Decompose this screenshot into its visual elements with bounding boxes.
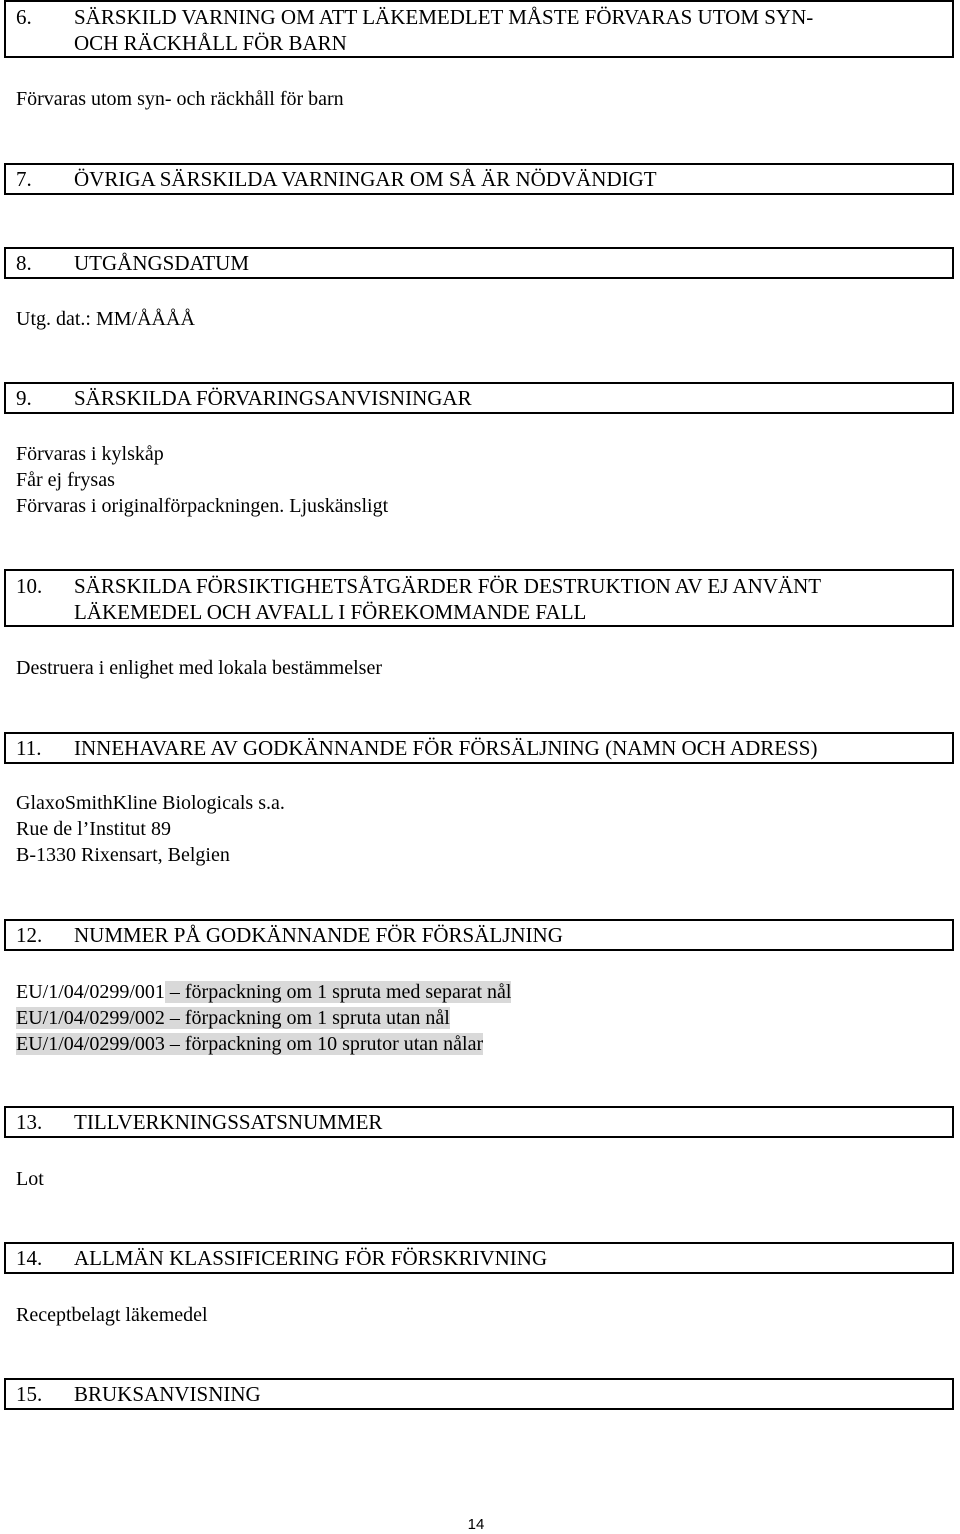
section-9-body — [16, 441, 388, 519]
section-12-title: NUMMER PÅ GODKÄNNANDE FÖR FÖRSÄLJNING — [74, 923, 563, 947]
section-9-number: 9. — [16, 386, 32, 410]
storage-line-3: Förvaras i originalförpackningen. Ljuskänsligt — [16, 495, 389, 517]
lot-line: Lot — [16, 1168, 44, 1190]
section-11-body — [16, 790, 285, 868]
holder-city: B-1330 Rixensart, Belgien — [16, 844, 230, 866]
authorisation-desc: – förpackning om 10 sprutor utan nålar — [164, 1033, 484, 1055]
holder-name: GlaxoSmithKline Biologicals s.a. — [16, 792, 285, 814]
section-6-title-line-2: OCH RÄCKHÅLL FÖR BARN — [74, 31, 347, 55]
section-12-header — [4, 919, 954, 951]
section-8-body — [16, 306, 195, 332]
section-15-number: 15. — [16, 1382, 43, 1406]
section-11-number: 11. — [16, 736, 42, 760]
section-12-body — [16, 979, 511, 1057]
section-14-number: 14. — [16, 1246, 43, 1270]
section-10-title-line-1: SÄRSKILDA FÖRSIKTIGHETSÅTGÄRDER FÖR DESTRUKTION AV EJ ANVÄNT — [74, 574, 822, 598]
section-13-title: TILLVERKNINGSSATSNUMMER — [74, 1110, 383, 1134]
authorisation-desc: – förpackning om 1 spruta med separat nål — [164, 981, 512, 1003]
authorisation-entry-1 — [16, 979, 511, 1005]
section-14-title: ALLMÄN KLASSIFICERING FÖR FÖRSKRIVNING — [74, 1246, 548, 1270]
section-10-title-line-2: LÄKEMEDEL OCH AVFALL I FÖREKOMMANDE FALL — [74, 600, 587, 624]
section-11-header — [4, 732, 954, 764]
authorisation-code: EU/1/04/0299/001 — [16, 981, 165, 1003]
section-13-header — [4, 1106, 954, 1138]
authorisation-desc: – förpackning om 1 spruta utan nål — [164, 1007, 450, 1029]
section-14-header — [4, 1242, 954, 1274]
section-10-number: 10. — [16, 574, 43, 598]
section-13-number: 13. — [16, 1110, 43, 1134]
section-7-number: 7. — [16, 167, 32, 191]
section-14-body — [16, 1302, 208, 1328]
authorisation-code: EU/1/04/0299/003 — [16, 1033, 165, 1055]
section-6-number: 6. — [16, 5, 32, 29]
authorisation-code: EU/1/04/0299/002 — [16, 1007, 165, 1029]
section-8-title: UTGÅNGSDATUM — [74, 251, 250, 275]
section-7-header — [4, 163, 954, 195]
section-6-header — [4, 0, 954, 58]
section-8-header — [4, 247, 954, 279]
section-8-number: 8. — [16, 251, 32, 275]
storage-line-1: Förvaras i kylskåp — [16, 443, 164, 465]
expiry-date-line: Utg. dat.: MM/ÅÅÅÅ — [16, 308, 195, 330]
disposal-line: Destruera i enlighet med lokala bestämmelser — [16, 657, 382, 679]
storage-line-2: Får ej frysas — [16, 469, 115, 491]
section-15-title: BRUKSANVISNING — [74, 1382, 261, 1406]
holder-street: Rue de l’Institut 89 — [16, 818, 171, 840]
section-13-body — [16, 1166, 44, 1192]
authorisation-entry-2 — [16, 1005, 511, 1031]
section-6-title-line-1: SÄRSKILD VARNING OM ATT LÄKEMEDLET MÅSTE FÖRVARAS UTOM SYN- — [74, 5, 814, 29]
section-6-body-line: Förvaras utom syn- och räckhåll för barn — [16, 88, 344, 110]
section-10-header — [4, 569, 954, 627]
classification-line: Receptbelagt läkemedel — [16, 1304, 208, 1326]
section-9-header — [4, 382, 954, 414]
section-12-number: 12. — [16, 923, 43, 947]
section-9-title: SÄRSKILDA FÖRVARINGSANVISNINGAR — [74, 386, 472, 410]
page-number: 14 — [467, 1516, 485, 1533]
authorisation-entry-3 — [16, 1031, 511, 1057]
section-6-body — [16, 86, 344, 112]
section-15-header — [4, 1378, 954, 1410]
section-10-body — [16, 655, 382, 681]
section-11-title: INNEHAVARE AV GODKÄNNANDE FÖR FÖRSÄLJNING (NAMN OCH ADRESS) — [74, 736, 818, 760]
section-7-title: ÖVRIGA SÄRSKILDA VARNINGAR OM SÅ ÄR NÖDVÄNDIGT — [74, 167, 657, 191]
